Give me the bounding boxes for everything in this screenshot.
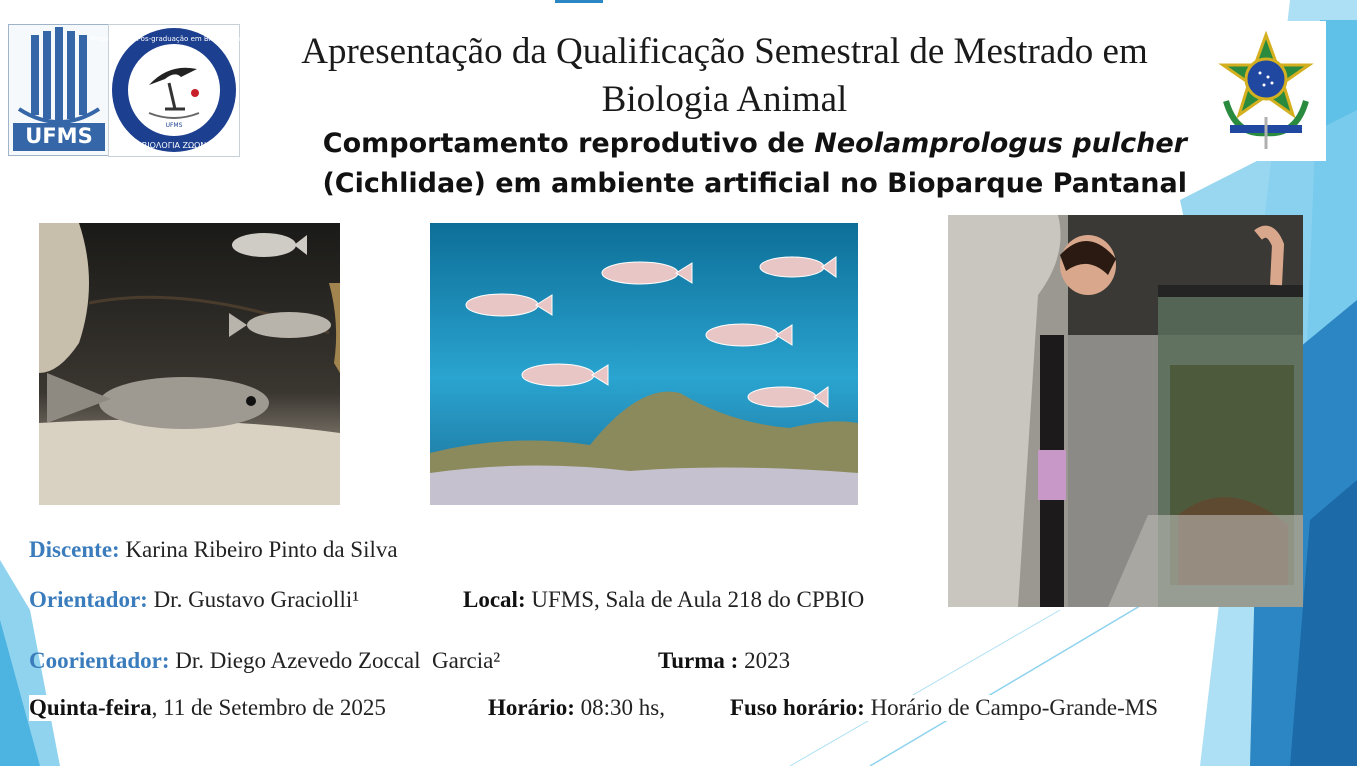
date-line bbox=[29, 695, 386, 721]
brazil-coat-of-arms bbox=[1206, 21, 1326, 161]
turma-line bbox=[658, 648, 790, 674]
local-label: Local: bbox=[463, 587, 526, 612]
coorientador-line bbox=[29, 648, 500, 674]
ufms-logo bbox=[8, 24, 110, 156]
turma-label: Turma : bbox=[658, 648, 739, 673]
turma-value: 2023 bbox=[738, 648, 791, 673]
local-value: UFMS, Sala de Aula 218 do CPBIO bbox=[525, 587, 865, 612]
photo-fish-sand bbox=[39, 223, 340, 505]
local-line bbox=[463, 587, 864, 613]
fuso-line bbox=[730, 695, 1158, 721]
page-subtitle bbox=[262, 124, 1187, 204]
coorientador-label: Coorientador: bbox=[29, 648, 170, 673]
coat-of-arms-icon bbox=[1206, 21, 1326, 161]
photo-aquarium-fish bbox=[430, 223, 858, 505]
subtitle-prefix: Comportamento reprodutivo de bbox=[322, 128, 815, 159]
discente-label: Discente: bbox=[29, 537, 120, 562]
program-center-text: UFMS bbox=[165, 122, 183, 129]
discente-value: Karina Ribeiro Pinto da Silva bbox=[119, 537, 398, 562]
subtitle-species: Neolamprologus pulcher bbox=[814, 128, 1187, 159]
program-ring-bottom-text: ΒΙΟΛΟΓΙΑ ΖΩΩΝ bbox=[141, 141, 207, 150]
fuso-label: Fuso horário: bbox=[730, 695, 865, 720]
fuso-value: Horário de Campo-Grande-MS bbox=[864, 695, 1158, 720]
program-ring-top-text: Programa de Pós-graduação em Biologia Animal bbox=[89, 35, 259, 43]
orientador-value: Dr. Gustavo Graciolli¹ bbox=[147, 587, 360, 612]
horario-value: 08:30 hs, bbox=[574, 695, 665, 720]
dia-value: , 11 de Setembro de 2025 bbox=[151, 695, 386, 720]
photo-researcher-aquarium bbox=[948, 215, 1303, 607]
program-seal-icon bbox=[89, 25, 259, 156]
horario-line bbox=[488, 695, 665, 721]
page-title: Apresentação da Qualificação Semestral de Mestrado em Biologia Animal bbox=[301, 31, 1148, 120]
discente-line bbox=[29, 537, 398, 563]
ufms-logo-text: UFMS bbox=[25, 124, 93, 148]
subtitle-suffix: (Cichlidae) em ambiente artificial no Bioparque Pantanal bbox=[322, 168, 1187, 199]
dia-label: Quinta-feira bbox=[29, 695, 152, 720]
orientador-line bbox=[29, 587, 359, 613]
horario-label: Horário: bbox=[488, 695, 575, 720]
coorientador-value: Dr. Diego Azevedo Zoccal Garcia² bbox=[169, 648, 501, 673]
orientador-label: Orientador: bbox=[29, 587, 148, 612]
program-logo bbox=[89, 24, 259, 157]
